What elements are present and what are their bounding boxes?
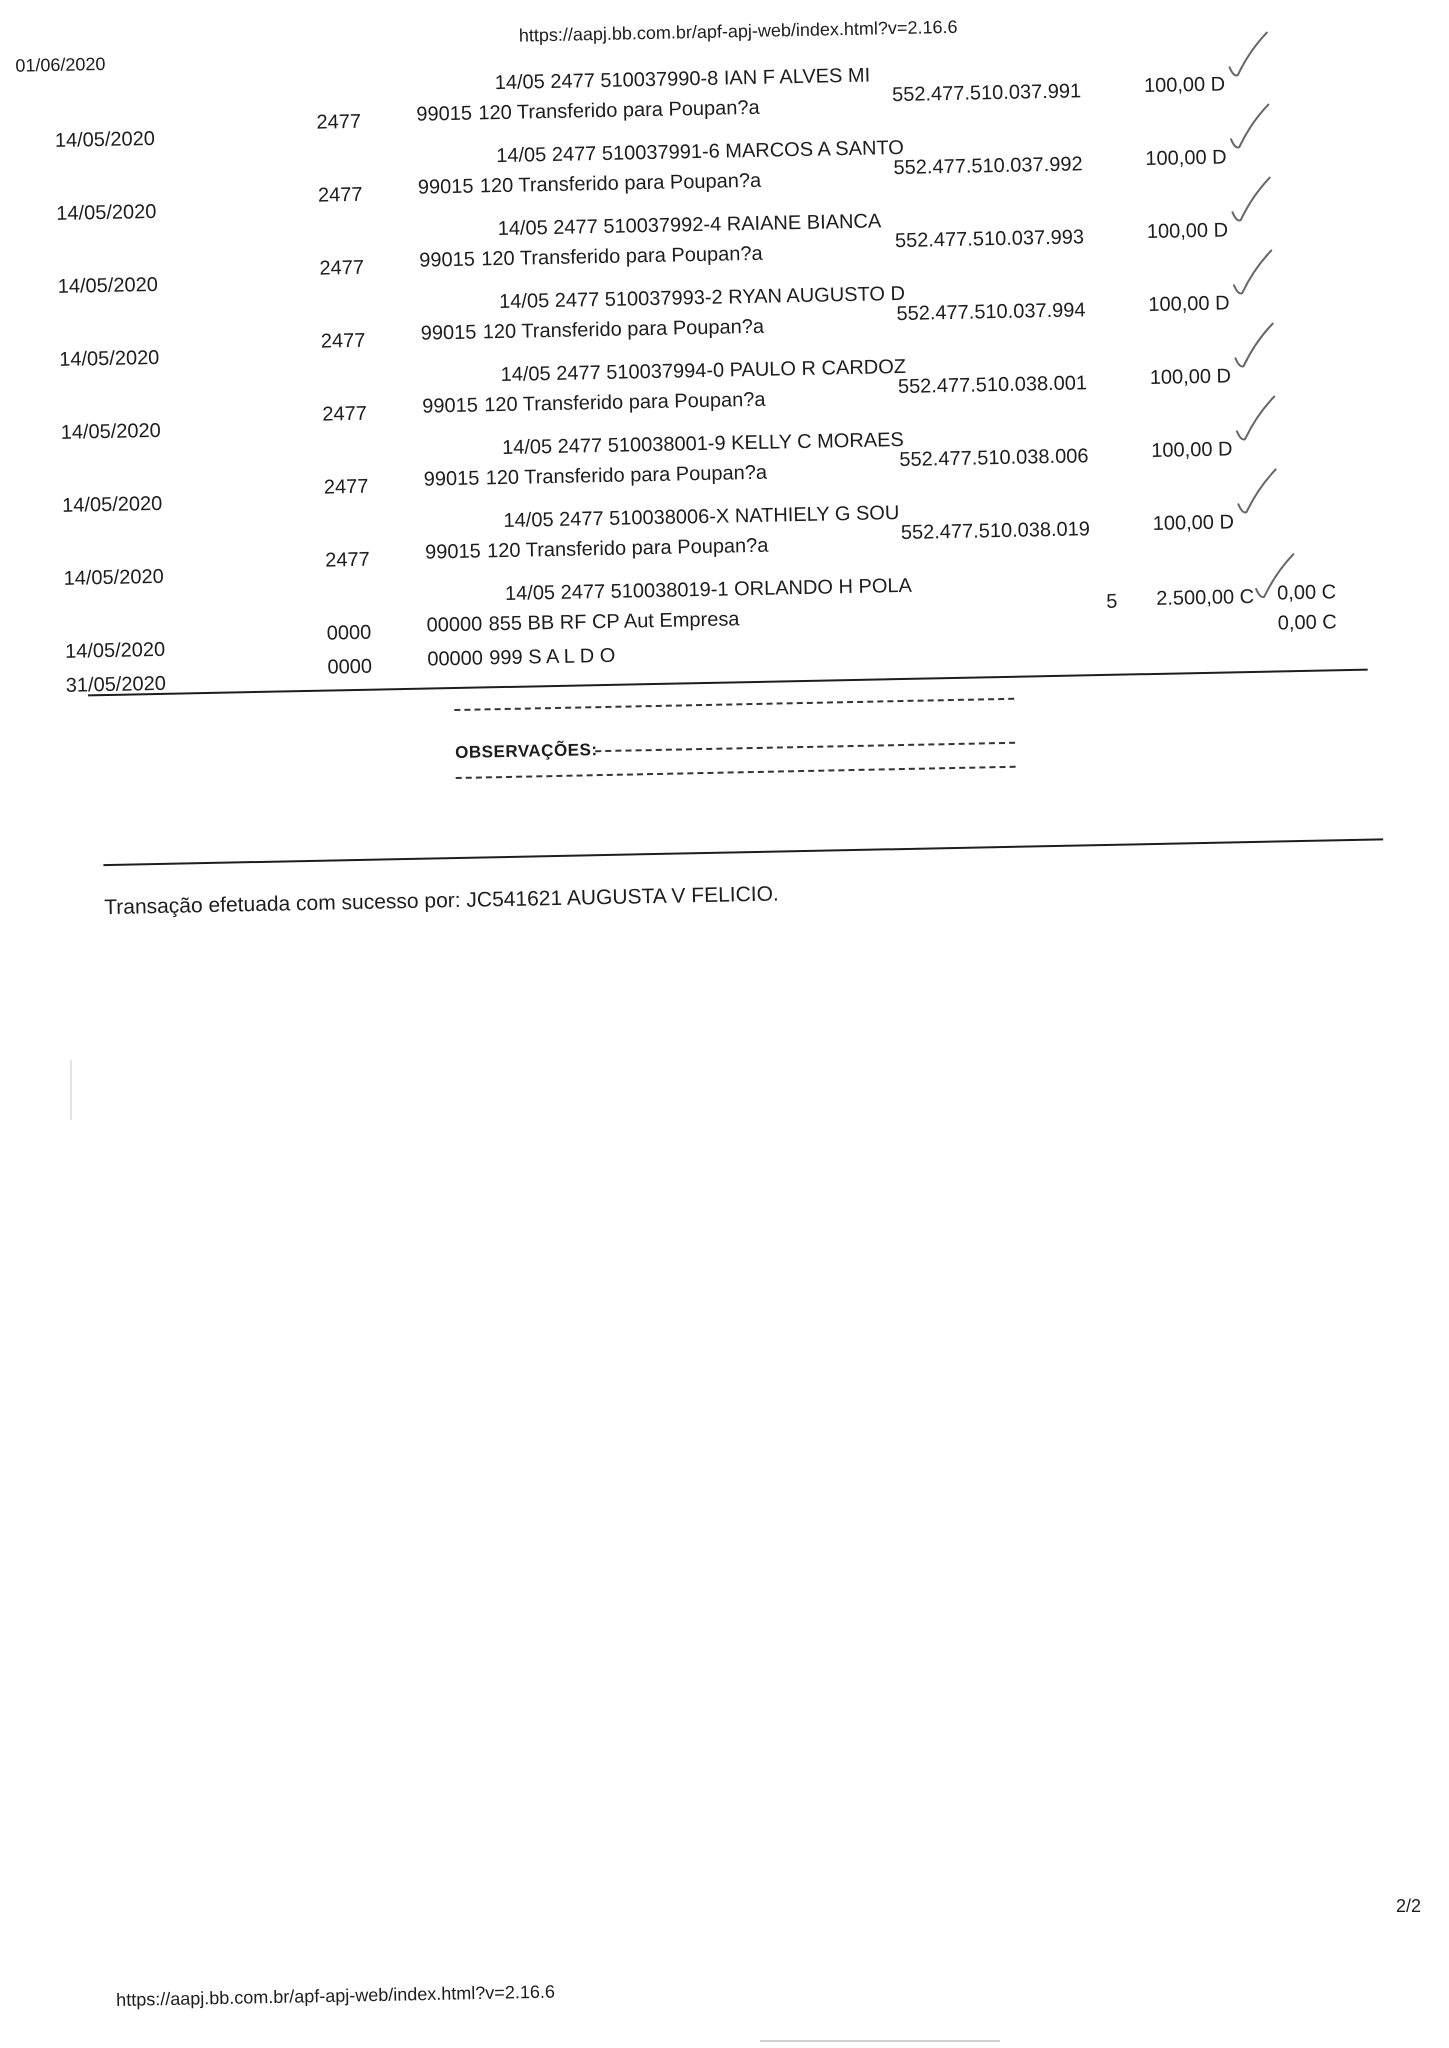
checkmark-icon <box>1221 26 1282 83</box>
transaction-date: 14/05/2020 <box>59 346 160 371</box>
transaction-agency: 2477 <box>316 110 362 134</box>
checkmark-icon <box>1225 244 1286 301</box>
transaction-date: 14/05/2020 <box>56 200 157 225</box>
transaction-value: 2.500,00 C <box>1156 585 1255 610</box>
transaction-history: 120 Transferido para Poupan?a <box>484 388 766 417</box>
transaction-lot: 99015 <box>420 321 477 345</box>
transaction-detail: 14/05 2477 510038019-1 ORLANDO H POLA <box>504 574 913 605</box>
transaction-lot: 99015 <box>416 102 473 126</box>
transaction-detail: 14/05 2477 510037991-6 MARCOS A SANTO <box>496 136 905 168</box>
transaction-lot: 00000 <box>427 647 484 671</box>
transaction-date: 31/05/2020 <box>65 672 167 697</box>
transaction-document: 552.477.510.037.992 <box>893 153 1083 180</box>
transaction-value: 100,00 D <box>1148 292 1230 317</box>
transaction-lot: 99015 <box>417 175 474 199</box>
dashed-divider <box>454 698 1014 711</box>
dashed-divider <box>595 742 1015 752</box>
transaction-detail: 14/05 2477 510037994-0 PAULO R CARDOZ <box>500 355 907 387</box>
transaction-agency: 2477 <box>320 329 366 353</box>
transaction-agency: 2477 <box>322 402 368 426</box>
transaction-history: 120 Transferido para Poupan?a <box>481 242 763 271</box>
transaction-history: 999 S A L D O <box>489 644 616 670</box>
transaction-history: 120 Transferido para Poupan?a <box>482 315 765 344</box>
transaction-agency: 2477 <box>323 475 369 499</box>
footer-url: https://aapj.bb.com.br/apf-apj-web/index.html?v=2.16.6 <box>116 1981 556 2010</box>
transaction-balance: 0,00 C <box>1277 611 1337 635</box>
transaction-lot: 99015 <box>424 540 482 564</box>
transaction-lot: 00000 <box>426 613 483 637</box>
transaction-value: 100,00 D <box>1145 146 1227 171</box>
footer-divider <box>103 838 1383 866</box>
transaction-date: 14/05/2020 <box>57 273 159 298</box>
transaction-success-message: Transação efetuada com sucesso por: JC541621 AUGUSTA V FELICIO. <box>104 882 779 920</box>
transaction-value: 100,00 D <box>1152 511 1235 535</box>
transaction-date: 14/05/2020 <box>54 127 156 152</box>
transaction-date: 14/05/2020 <box>61 492 163 517</box>
transaction-history: 120 Transferido para Poupan?a <box>486 534 769 563</box>
scan-artifact <box>760 2040 1000 2042</box>
checkmark-icon <box>1222 98 1283 155</box>
transaction-detail: 14/05 2477 510037990-8 IAN F ALVES MI <box>494 64 871 95</box>
transaction-document: 552.477.510.037.994 <box>896 299 1086 326</box>
transaction-history: 120 Transferido para Poupan?a <box>485 461 768 490</box>
transaction-history: 120 Transferido para Poupan?a <box>479 169 762 198</box>
checkmark-icon <box>1227 317 1288 374</box>
transaction-document: 552.477.510.038.006 <box>899 445 1089 472</box>
checkmark-icon <box>1228 390 1289 447</box>
transaction-document: 552.477.510.037.993 <box>894 226 1085 253</box>
checkmark-icon <box>1224 171 1285 228</box>
scan-artifact <box>70 1060 72 1120</box>
transaction-document: 552.477.510.037.991 <box>891 80 1082 107</box>
transaction-history: 855 BB RF CP Aut Empresa <box>488 608 740 636</box>
transaction-lot: 99015 <box>423 467 480 491</box>
observations-label: OBSERVAÇÕES: <box>455 740 598 763</box>
transaction-agency: 2477 <box>319 256 365 280</box>
transaction-value: 100,00 D <box>1143 73 1226 98</box>
transaction-agency: 2477 <box>325 548 371 572</box>
transaction-value: 100,00 D <box>1149 365 1232 389</box>
checkmark-icon <box>1230 463 1291 520</box>
transaction-detail: 14/05 2477 510038006-X NATHIELY G SOU <box>503 502 900 532</box>
transaction-document: 552.477.510.038.019 <box>900 518 1091 545</box>
transaction-value: 100,00 D <box>1151 438 1233 462</box>
dashed-divider <box>456 766 1016 779</box>
transaction-detail: 14/05 2477 510037993-2 RYAN AUGUSTO D <box>498 282 906 314</box>
table-divider <box>88 669 1368 697</box>
print-date: 01/06/2020 <box>15 53 106 76</box>
transaction-date: 14/05/2020 <box>60 419 162 444</box>
transaction-balance: 0,00 C <box>1276 581 1337 605</box>
page-number: 2/2 <box>1396 1896 1422 1916</box>
transaction-lot: 99015 <box>422 394 479 418</box>
transaction-date: 14/05/2020 <box>63 565 164 590</box>
checkmark-icon <box>1247 548 1308 605</box>
transaction-date: 14/05/2020 <box>64 638 166 663</box>
transaction-detail: 14/05 2477 510038001-9 KELLY C MORAES <box>501 428 904 460</box>
transaction-document: 552.477.510.038.001 <box>897 372 1088 399</box>
transaction-agency: 2477 <box>317 183 363 207</box>
transaction-agency: 0000 <box>327 655 373 679</box>
transaction-document: 5 <box>1106 590 1118 613</box>
transaction-lot: 99015 <box>419 248 476 272</box>
transaction-agency: 0000 <box>326 621 372 645</box>
transaction-value: 100,00 D <box>1146 219 1229 244</box>
transaction-detail: 14/05 2477 510037992-4 RAIANE BIANCA <box>497 210 882 241</box>
header-url: https://aapj.bb.com.br/apf-apj-web/index.html?v=2.16.6 <box>518 16 958 46</box>
transaction-history: 120 Transferido para Poupan?a <box>478 96 760 125</box>
statement-body <box>0 0 1449 1000</box>
